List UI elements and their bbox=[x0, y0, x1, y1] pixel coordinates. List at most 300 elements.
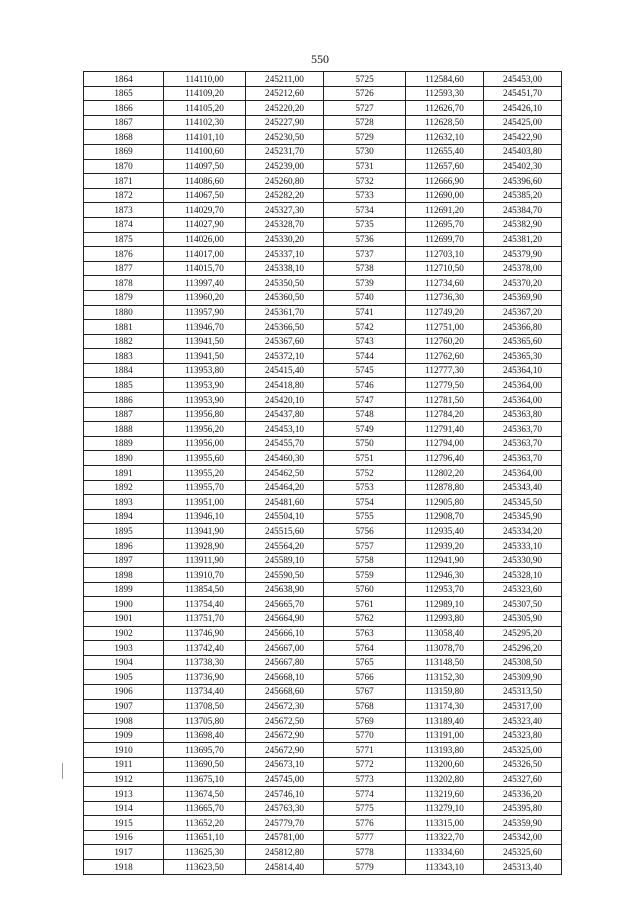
y-coordinate-left-cell: 245220,20 bbox=[246, 101, 324, 116]
point-number-right-cell: 5777 bbox=[324, 830, 406, 845]
y-coordinate-left-cell: 245460,30 bbox=[246, 451, 324, 466]
x-coordinate-left-cell: 114067,50 bbox=[164, 188, 246, 203]
x-coordinate-left-cell: 113941,50 bbox=[164, 349, 246, 364]
x-coordinate-left-cell: 113946,70 bbox=[164, 320, 246, 335]
y-coordinate-left-cell: 245781,00 bbox=[246, 830, 324, 845]
point-number-right-cell: 5758 bbox=[324, 553, 406, 568]
y-coordinate-left-cell: 245418,80 bbox=[246, 378, 324, 393]
y-coordinate-right-cell: 245425,00 bbox=[484, 115, 562, 130]
y-coordinate-left-cell: 245664,90 bbox=[246, 611, 324, 626]
point-number-left-cell: 1879 bbox=[84, 290, 164, 305]
y-coordinate-right-cell: 245343,40 bbox=[484, 480, 562, 495]
x-coordinate-left-cell: 113956,00 bbox=[164, 436, 246, 451]
x-coordinate-right-cell: 112760,20 bbox=[406, 334, 484, 349]
point-number-right-cell: 5739 bbox=[324, 276, 406, 291]
point-number-right-cell: 5730 bbox=[324, 144, 406, 159]
point-number-left-cell: 1895 bbox=[84, 524, 164, 539]
point-number-left-cell: 1866 bbox=[84, 101, 164, 116]
point-number-right-cell: 5775 bbox=[324, 801, 406, 816]
point-number-left-cell: 1869 bbox=[84, 144, 164, 159]
point-number-right-cell: 5750 bbox=[324, 436, 406, 451]
x-coordinate-left-cell: 114015,70 bbox=[164, 261, 246, 276]
x-coordinate-left-cell: 114097,50 bbox=[164, 159, 246, 174]
x-coordinate-right-cell: 112736,30 bbox=[406, 290, 484, 305]
x-coordinate-right-cell: 113343,10 bbox=[406, 860, 484, 875]
table-row bbox=[84, 524, 562, 539]
table-row bbox=[84, 641, 562, 656]
point-number-right-cell: 5727 bbox=[324, 101, 406, 116]
y-coordinate-right-cell: 245385,20 bbox=[484, 188, 562, 203]
x-coordinate-left-cell: 114109,20 bbox=[164, 86, 246, 101]
y-coordinate-right-cell: 245364,00 bbox=[484, 378, 562, 393]
point-number-left-cell: 1873 bbox=[84, 203, 164, 218]
point-number-left-cell: 1901 bbox=[84, 611, 164, 626]
point-number-left-cell: 1876 bbox=[84, 247, 164, 262]
y-coordinate-right-cell: 245336,20 bbox=[484, 787, 562, 802]
table-row bbox=[84, 816, 562, 831]
y-coordinate-left-cell: 245338,10 bbox=[246, 261, 324, 276]
margin-mark bbox=[62, 763, 63, 779]
x-coordinate-right-cell: 112993,80 bbox=[406, 611, 484, 626]
table-row bbox=[84, 830, 562, 845]
point-number-right-cell: 5764 bbox=[324, 641, 406, 656]
y-coordinate-left-cell: 245437,80 bbox=[246, 407, 324, 422]
x-coordinate-left-cell: 113695,70 bbox=[164, 743, 246, 758]
y-coordinate-right-cell: 245345,90 bbox=[484, 509, 562, 524]
table-row bbox=[84, 787, 562, 802]
y-coordinate-left-cell: 245239,00 bbox=[246, 159, 324, 174]
x-coordinate-left-cell: 113734,40 bbox=[164, 684, 246, 699]
y-coordinate-right-cell: 245325,00 bbox=[484, 743, 562, 758]
table-row bbox=[84, 393, 562, 408]
x-coordinate-left-cell: 113736,90 bbox=[164, 670, 246, 685]
x-coordinate-left-cell: 113625,30 bbox=[164, 845, 246, 860]
point-number-left-cell: 1912 bbox=[84, 772, 164, 787]
y-coordinate-left-cell: 245420,10 bbox=[246, 393, 324, 408]
table-row bbox=[84, 378, 562, 393]
x-coordinate-left-cell: 114110,00 bbox=[164, 72, 246, 87]
x-coordinate-right-cell: 113315,00 bbox=[406, 816, 484, 831]
y-coordinate-left-cell: 245464,20 bbox=[246, 480, 324, 495]
x-coordinate-left-cell: 114017,00 bbox=[164, 247, 246, 262]
x-coordinate-right-cell: 112657,60 bbox=[406, 159, 484, 174]
point-number-right-cell: 5757 bbox=[324, 539, 406, 554]
point-number-right-cell: 5767 bbox=[324, 684, 406, 699]
x-coordinate-right-cell: 112628,50 bbox=[406, 115, 484, 130]
point-number-right-cell: 5761 bbox=[324, 597, 406, 612]
point-number-right-cell: 5776 bbox=[324, 816, 406, 831]
point-number-left-cell: 1877 bbox=[84, 261, 164, 276]
point-number-left-cell: 1896 bbox=[84, 539, 164, 554]
x-coordinate-left-cell: 114100,60 bbox=[164, 144, 246, 159]
point-number-left-cell: 1883 bbox=[84, 349, 164, 364]
y-coordinate-right-cell: 245333,10 bbox=[484, 539, 562, 554]
point-number-left-cell: 1910 bbox=[84, 743, 164, 758]
y-coordinate-right-cell: 245364,00 bbox=[484, 393, 562, 408]
point-number-right-cell: 5768 bbox=[324, 699, 406, 714]
point-number-left-cell: 1906 bbox=[84, 684, 164, 699]
table-row bbox=[84, 743, 562, 758]
table-row bbox=[84, 436, 562, 451]
y-coordinate-right-cell: 245363,70 bbox=[484, 422, 562, 437]
point-number-right-cell: 5763 bbox=[324, 626, 406, 641]
x-coordinate-right-cell: 112632,10 bbox=[406, 130, 484, 145]
point-number-right-cell: 5728 bbox=[324, 115, 406, 130]
x-coordinate-left-cell: 113957,90 bbox=[164, 305, 246, 320]
table-row bbox=[84, 772, 562, 787]
point-number-right-cell: 5756 bbox=[324, 524, 406, 539]
point-number-right-cell: 5751 bbox=[324, 451, 406, 466]
table-row bbox=[84, 684, 562, 699]
x-coordinate-right-cell: 113193,80 bbox=[406, 743, 484, 758]
y-coordinate-left-cell: 245672,30 bbox=[246, 699, 324, 714]
point-number-right-cell: 5736 bbox=[324, 232, 406, 247]
y-coordinate-right-cell: 245402,30 bbox=[484, 159, 562, 174]
point-number-right-cell: 5732 bbox=[324, 174, 406, 189]
point-number-right-cell: 5734 bbox=[324, 203, 406, 218]
point-number-right-cell: 5733 bbox=[324, 188, 406, 203]
point-number-right-cell: 5735 bbox=[324, 217, 406, 232]
point-number-right-cell: 5747 bbox=[324, 393, 406, 408]
table-row bbox=[84, 422, 562, 437]
x-coordinate-left-cell: 114086,60 bbox=[164, 174, 246, 189]
x-coordinate-left-cell: 114101,10 bbox=[164, 130, 246, 145]
y-coordinate-left-cell: 245672,90 bbox=[246, 743, 324, 758]
y-coordinate-right-cell: 245295,20 bbox=[484, 626, 562, 641]
point-number-right-cell: 5731 bbox=[324, 159, 406, 174]
x-coordinate-left-cell: 114105,20 bbox=[164, 101, 246, 116]
point-number-left-cell: 1884 bbox=[84, 363, 164, 378]
point-number-left-cell: 1874 bbox=[84, 217, 164, 232]
point-number-left-cell: 1888 bbox=[84, 422, 164, 437]
y-coordinate-right-cell: 245364,00 bbox=[484, 466, 562, 481]
x-coordinate-left-cell: 113955,70 bbox=[164, 480, 246, 495]
y-coordinate-right-cell: 245342,00 bbox=[484, 830, 562, 845]
x-coordinate-left-cell: 113953,90 bbox=[164, 393, 246, 408]
y-coordinate-left-cell: 245337,10 bbox=[246, 247, 324, 262]
y-coordinate-left-cell: 245668,10 bbox=[246, 670, 324, 685]
y-coordinate-right-cell: 245384,70 bbox=[484, 203, 562, 218]
point-number-left-cell: 1871 bbox=[84, 174, 164, 189]
x-coordinate-left-cell: 114102,30 bbox=[164, 115, 246, 130]
point-number-left-cell: 1889 bbox=[84, 436, 164, 451]
y-coordinate-left-cell: 245665,70 bbox=[246, 597, 324, 612]
point-number-left-cell: 1903 bbox=[84, 641, 164, 656]
y-coordinate-right-cell: 245323,80 bbox=[484, 728, 562, 743]
x-coordinate-right-cell: 112935,40 bbox=[406, 524, 484, 539]
point-number-right-cell: 5762 bbox=[324, 611, 406, 626]
table-row bbox=[84, 174, 562, 189]
point-number-left-cell: 1878 bbox=[84, 276, 164, 291]
x-coordinate-left-cell: 113955,60 bbox=[164, 451, 246, 466]
point-number-right-cell: 5770 bbox=[324, 728, 406, 743]
y-coordinate-right-cell: 245323,40 bbox=[484, 714, 562, 729]
x-coordinate-right-cell: 112953,70 bbox=[406, 582, 484, 597]
point-number-left-cell: 1905 bbox=[84, 670, 164, 685]
y-coordinate-left-cell: 245415,40 bbox=[246, 363, 324, 378]
x-coordinate-left-cell: 113854,50 bbox=[164, 582, 246, 597]
point-number-right-cell: 5726 bbox=[324, 86, 406, 101]
y-coordinate-left-cell: 245746,10 bbox=[246, 787, 324, 802]
y-coordinate-right-cell: 245378,00 bbox=[484, 261, 562, 276]
point-number-left-cell: 1914 bbox=[84, 801, 164, 816]
table-row bbox=[84, 714, 562, 729]
x-coordinate-right-cell: 112593,30 bbox=[406, 86, 484, 101]
point-number-right-cell: 5741 bbox=[324, 305, 406, 320]
point-number-right-cell: 5745 bbox=[324, 363, 406, 378]
table-row bbox=[84, 349, 562, 364]
y-coordinate-right-cell: 245365,60 bbox=[484, 334, 562, 349]
table-row bbox=[84, 320, 562, 335]
x-coordinate-left-cell: 113623,50 bbox=[164, 860, 246, 875]
x-coordinate-left-cell: 113956,80 bbox=[164, 407, 246, 422]
x-coordinate-right-cell: 113279,10 bbox=[406, 801, 484, 816]
table-row bbox=[84, 801, 562, 816]
table-row bbox=[84, 655, 562, 670]
y-coordinate-right-cell: 245359,90 bbox=[484, 816, 562, 831]
y-coordinate-left-cell: 245462,50 bbox=[246, 466, 324, 481]
point-number-right-cell: 5749 bbox=[324, 422, 406, 437]
y-coordinate-left-cell: 245211,00 bbox=[246, 72, 324, 87]
y-coordinate-left-cell: 245779,70 bbox=[246, 816, 324, 831]
y-coordinate-left-cell: 245481,60 bbox=[246, 495, 324, 510]
x-coordinate-right-cell: 112777,30 bbox=[406, 363, 484, 378]
y-coordinate-left-cell: 245590,50 bbox=[246, 568, 324, 583]
table-row bbox=[84, 188, 562, 203]
point-number-left-cell: 1916 bbox=[84, 830, 164, 845]
point-number-left-cell: 1911 bbox=[84, 757, 164, 772]
point-number-left-cell: 1897 bbox=[84, 553, 164, 568]
point-number-right-cell: 5771 bbox=[324, 743, 406, 758]
x-coordinate-left-cell: 113754,40 bbox=[164, 597, 246, 612]
x-coordinate-left-cell: 113928,90 bbox=[164, 539, 246, 554]
x-coordinate-right-cell: 113174,30 bbox=[406, 699, 484, 714]
x-coordinate-left-cell: 113941,50 bbox=[164, 334, 246, 349]
y-coordinate-right-cell: 245367,20 bbox=[484, 305, 562, 320]
x-coordinate-left-cell: 114026,00 bbox=[164, 232, 246, 247]
coordinates-table-body bbox=[84, 72, 562, 875]
x-coordinate-left-cell: 113953,90 bbox=[164, 378, 246, 393]
y-coordinate-right-cell: 245323,60 bbox=[484, 582, 562, 597]
x-coordinate-right-cell: 112796,40 bbox=[406, 451, 484, 466]
x-coordinate-left-cell: 113951,00 bbox=[164, 495, 246, 510]
y-coordinate-left-cell: 245227,90 bbox=[246, 115, 324, 130]
point-number-left-cell: 1907 bbox=[84, 699, 164, 714]
x-coordinate-left-cell: 113652,20 bbox=[164, 816, 246, 831]
x-coordinate-right-cell: 112908,70 bbox=[406, 509, 484, 524]
table-row bbox=[84, 845, 562, 860]
x-coordinate-left-cell: 113997,40 bbox=[164, 276, 246, 291]
y-coordinate-left-cell: 245638,90 bbox=[246, 582, 324, 597]
x-coordinate-right-cell: 113148,50 bbox=[406, 655, 484, 670]
x-coordinate-right-cell: 113159,80 bbox=[406, 684, 484, 699]
y-coordinate-right-cell: 245330,90 bbox=[484, 553, 562, 568]
x-coordinate-left-cell: 113708,50 bbox=[164, 699, 246, 714]
table-row bbox=[84, 495, 562, 510]
point-number-left-cell: 1872 bbox=[84, 188, 164, 203]
point-number-left-cell: 1892 bbox=[84, 480, 164, 495]
y-coordinate-right-cell: 245364,10 bbox=[484, 363, 562, 378]
coordinates-table bbox=[83, 71, 562, 875]
point-number-left-cell: 1881 bbox=[84, 320, 164, 335]
point-number-right-cell: 5729 bbox=[324, 130, 406, 145]
table-row bbox=[84, 539, 562, 554]
table-row bbox=[84, 407, 562, 422]
point-number-right-cell: 5753 bbox=[324, 480, 406, 495]
x-coordinate-left-cell: 114027,90 bbox=[164, 217, 246, 232]
x-coordinate-right-cell: 112941,90 bbox=[406, 553, 484, 568]
y-coordinate-left-cell: 245361,70 bbox=[246, 305, 324, 320]
y-coordinate-right-cell: 245328,10 bbox=[484, 568, 562, 583]
point-number-left-cell: 1865 bbox=[84, 86, 164, 101]
x-coordinate-left-cell: 113651,10 bbox=[164, 830, 246, 845]
point-number-right-cell: 5765 bbox=[324, 655, 406, 670]
y-coordinate-left-cell: 245372,10 bbox=[246, 349, 324, 364]
table-row bbox=[84, 115, 562, 130]
x-coordinate-right-cell: 112878,80 bbox=[406, 480, 484, 495]
table-row bbox=[84, 509, 562, 524]
x-coordinate-right-cell: 112710,50 bbox=[406, 261, 484, 276]
point-number-left-cell: 1870 bbox=[84, 159, 164, 174]
x-coordinate-left-cell: 113911,90 bbox=[164, 553, 246, 568]
table-row bbox=[84, 363, 562, 378]
point-number-right-cell: 5766 bbox=[324, 670, 406, 685]
table-row bbox=[84, 597, 562, 612]
x-coordinate-left-cell: 113953,80 bbox=[164, 363, 246, 378]
point-number-left-cell: 1893 bbox=[84, 495, 164, 510]
table-row bbox=[84, 159, 562, 174]
y-coordinate-left-cell: 245350,50 bbox=[246, 276, 324, 291]
x-coordinate-right-cell: 112939,20 bbox=[406, 539, 484, 554]
point-number-left-cell: 1867 bbox=[84, 115, 164, 130]
x-coordinate-right-cell: 112666,90 bbox=[406, 174, 484, 189]
table-row bbox=[84, 72, 562, 87]
table-row bbox=[84, 611, 562, 626]
y-coordinate-right-cell: 245366,80 bbox=[484, 320, 562, 335]
point-number-right-cell: 5737 bbox=[324, 247, 406, 262]
point-number-left-cell: 1894 bbox=[84, 509, 164, 524]
point-number-left-cell: 1902 bbox=[84, 626, 164, 641]
point-number-right-cell: 5778 bbox=[324, 845, 406, 860]
point-number-right-cell: 5760 bbox=[324, 582, 406, 597]
x-coordinate-right-cell: 112791,40 bbox=[406, 422, 484, 437]
x-coordinate-left-cell: 113690,50 bbox=[164, 757, 246, 772]
point-number-right-cell: 5779 bbox=[324, 860, 406, 875]
x-coordinate-right-cell: 112695,70 bbox=[406, 217, 484, 232]
x-coordinate-right-cell: 112794,00 bbox=[406, 436, 484, 451]
x-coordinate-right-cell: 112626,70 bbox=[406, 101, 484, 116]
x-coordinate-right-cell: 112749,20 bbox=[406, 305, 484, 320]
y-coordinate-left-cell: 245589,10 bbox=[246, 553, 324, 568]
point-number-right-cell: 5744 bbox=[324, 349, 406, 364]
point-number-right-cell: 5772 bbox=[324, 757, 406, 772]
x-coordinate-right-cell: 113334,60 bbox=[406, 845, 484, 860]
x-coordinate-right-cell: 112691,20 bbox=[406, 203, 484, 218]
x-coordinate-right-cell: 113219,60 bbox=[406, 787, 484, 802]
point-number-right-cell: 5743 bbox=[324, 334, 406, 349]
point-number-left-cell: 1868 bbox=[84, 130, 164, 145]
y-coordinate-left-cell: 245328,70 bbox=[246, 217, 324, 232]
y-coordinate-left-cell: 245564,20 bbox=[246, 539, 324, 554]
point-number-right-cell: 5748 bbox=[324, 407, 406, 422]
table-row bbox=[84, 290, 562, 305]
y-coordinate-left-cell: 245367,60 bbox=[246, 334, 324, 349]
x-coordinate-left-cell: 113665,70 bbox=[164, 801, 246, 816]
x-coordinate-right-cell: 112762,60 bbox=[406, 349, 484, 364]
y-coordinate-right-cell: 245305,90 bbox=[484, 611, 562, 626]
x-coordinate-right-cell: 112784,20 bbox=[406, 407, 484, 422]
point-number-right-cell: 5774 bbox=[324, 787, 406, 802]
point-number-left-cell: 1917 bbox=[84, 845, 164, 860]
x-coordinate-right-cell: 113200,60 bbox=[406, 757, 484, 772]
x-coordinate-left-cell: 113751,70 bbox=[164, 611, 246, 626]
table-row bbox=[84, 568, 562, 583]
x-coordinate-right-cell: 112781,50 bbox=[406, 393, 484, 408]
x-coordinate-left-cell: 113738,30 bbox=[164, 655, 246, 670]
y-coordinate-right-cell: 245327,60 bbox=[484, 772, 562, 787]
y-coordinate-right-cell: 245296,20 bbox=[484, 641, 562, 656]
y-coordinate-left-cell: 245455,70 bbox=[246, 436, 324, 451]
x-coordinate-left-cell: 113946,10 bbox=[164, 509, 246, 524]
point-number-left-cell: 1900 bbox=[84, 597, 164, 612]
y-coordinate-left-cell: 245282,20 bbox=[246, 188, 324, 203]
point-number-left-cell: 1915 bbox=[84, 816, 164, 831]
x-coordinate-right-cell: 112703,10 bbox=[406, 247, 484, 262]
x-coordinate-right-cell: 112905,80 bbox=[406, 495, 484, 510]
point-number-right-cell: 5754 bbox=[324, 495, 406, 510]
y-coordinate-right-cell: 245379,90 bbox=[484, 247, 562, 262]
table-row bbox=[84, 466, 562, 481]
y-coordinate-left-cell: 245366,50 bbox=[246, 320, 324, 335]
table-row bbox=[84, 217, 562, 232]
point-number-left-cell: 1908 bbox=[84, 714, 164, 729]
point-number-left-cell: 1909 bbox=[84, 728, 164, 743]
table-row bbox=[84, 247, 562, 262]
point-number-right-cell: 5752 bbox=[324, 466, 406, 481]
y-coordinate-left-cell: 245666,10 bbox=[246, 626, 324, 641]
x-coordinate-right-cell: 112946,30 bbox=[406, 568, 484, 583]
y-coordinate-right-cell: 245307,50 bbox=[484, 597, 562, 612]
point-number-left-cell: 1882 bbox=[84, 334, 164, 349]
table-row bbox=[84, 334, 562, 349]
table-row bbox=[84, 480, 562, 495]
point-number-left-cell: 1885 bbox=[84, 378, 164, 393]
y-coordinate-right-cell: 245451,70 bbox=[484, 86, 562, 101]
table-row bbox=[84, 101, 562, 116]
point-number-left-cell: 1891 bbox=[84, 466, 164, 481]
x-coordinate-left-cell: 114029,70 bbox=[164, 203, 246, 218]
x-coordinate-right-cell: 112802,20 bbox=[406, 466, 484, 481]
y-coordinate-right-cell: 245313,40 bbox=[484, 860, 562, 875]
table-row bbox=[84, 626, 562, 641]
point-number-right-cell: 5759 bbox=[324, 568, 406, 583]
point-number-left-cell: 1898 bbox=[84, 568, 164, 583]
y-coordinate-right-cell: 245313,50 bbox=[484, 684, 562, 699]
x-coordinate-left-cell: 113955,20 bbox=[164, 466, 246, 481]
x-coordinate-left-cell: 113941,90 bbox=[164, 524, 246, 539]
x-coordinate-right-cell: 113202,80 bbox=[406, 772, 484, 787]
x-coordinate-left-cell: 113705,80 bbox=[164, 714, 246, 729]
x-coordinate-left-cell: 113746,90 bbox=[164, 626, 246, 641]
y-coordinate-left-cell: 245667,00 bbox=[246, 641, 324, 656]
table-row bbox=[84, 232, 562, 247]
table-row bbox=[84, 86, 562, 101]
table-row bbox=[84, 728, 562, 743]
point-number-left-cell: 1886 bbox=[84, 393, 164, 408]
y-coordinate-right-cell: 245369,90 bbox=[484, 290, 562, 305]
point-number-right-cell: 5755 bbox=[324, 509, 406, 524]
y-coordinate-right-cell: 245403,80 bbox=[484, 144, 562, 159]
